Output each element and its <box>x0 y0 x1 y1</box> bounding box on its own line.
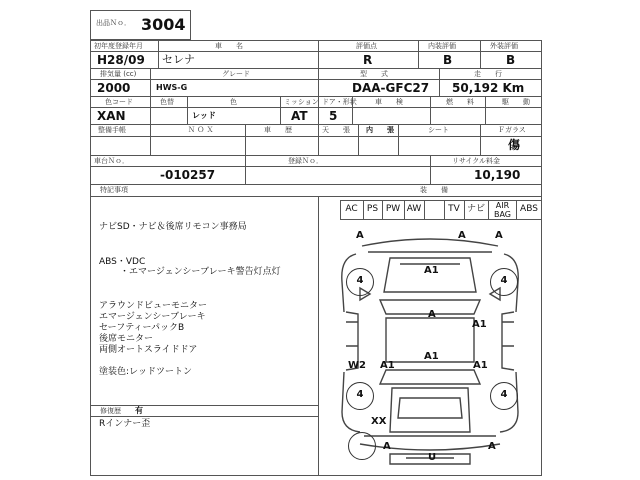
label-reg-year: 初年度登録年月 <box>94 42 143 50</box>
label-score: 評価点 <box>356 42 377 50</box>
door-type-value: 5 <box>329 109 338 123</box>
label-color-code: 色コード <box>105 98 133 106</box>
damage-left-w: W2 <box>348 360 366 371</box>
note-line-6: セーフティーパックB <box>99 323 185 333</box>
car-diagram <box>320 222 540 474</box>
label-door-type: ドア・形状 <box>322 98 357 106</box>
color-code-value: XAN <box>97 109 126 123</box>
damage-front-right: A <box>495 230 503 241</box>
label-f-glass: Ｆガラス <box>498 126 526 134</box>
note-line-2: ABS・VDC <box>99 257 146 267</box>
equip-aw: AW <box>406 204 422 214</box>
label-nox: Ｎ Ｏ Ｘ <box>188 126 214 134</box>
note-line-5: エマージェンシーブレーキ <box>99 312 206 322</box>
exterior-value: B <box>506 53 516 67</box>
recycle-value: 10,190 <box>474 168 521 182</box>
equipment-row <box>340 200 542 220</box>
model-code-value: DAA-GFC27 <box>352 81 430 95</box>
spare-tire <box>348 432 376 460</box>
damage-front-left: A <box>356 230 364 241</box>
label-recycle: リサイクル料金 <box>452 157 501 165</box>
equip-ac: AC <box>345 204 358 214</box>
damage-right-rear: A1 <box>473 360 488 371</box>
label-registration: 登録Ｎｏ． <box>288 157 323 165</box>
transmission-value: AT <box>291 109 308 123</box>
color-value: レッド <box>192 111 216 120</box>
label-chassis: 車台Ｎｏ． <box>94 157 129 165</box>
repair-value: 有 <box>135 406 143 415</box>
equip-airbag: AIR BAG <box>493 201 512 219</box>
label-notes: 特記事項 <box>100 186 128 194</box>
note-line-7: 後席モニター <box>99 334 154 344</box>
note-line-1: ナビSD・ナビ＆後席リモコン事務局 <box>99 222 247 232</box>
label-inspection: 車 検 <box>375 98 403 106</box>
label-history: 車 歴 <box>264 126 292 134</box>
label-fuel: 燃 料 <box>446 98 474 106</box>
label-color-family: 色替 <box>160 98 174 106</box>
damage-right-side: A1 <box>472 319 487 330</box>
tire-rl-depth: 4 <box>356 389 364 400</box>
label-grade: グレード <box>222 70 250 78</box>
interior-value: B <box>443 53 453 67</box>
chassis-value: -010257 <box>160 168 216 182</box>
note-line-4: アラウンドビューモニター <box>99 301 208 311</box>
note-line-9: 塗装色:レッドツートン <box>99 367 192 377</box>
equip-tv: TV <box>448 204 460 214</box>
label-mileage: 走 行 <box>474 70 502 78</box>
note-line-8: 両側オートスライドドア <box>99 345 198 355</box>
lot-box <box>90 10 191 40</box>
damage-center-a: A1 <box>424 351 439 362</box>
label-seat: シート <box>428 126 449 134</box>
label-drive: 駆 動 <box>502 98 530 106</box>
model-name-value: セレナ <box>162 53 195 66</box>
damage-rear-right: A <box>488 441 496 452</box>
repair-note: Rインナー歪 <box>99 419 151 429</box>
label-repair: 修復歴 <box>100 407 121 415</box>
label-model-name: 車 名 <box>215 42 243 50</box>
damage-front-center: A <box>458 230 466 241</box>
damage-hood: A1 <box>424 265 439 276</box>
mileage-value: 50,192 Km <box>452 81 525 95</box>
reg-year-value: H28/09 <box>97 53 145 67</box>
damage-roof: A <box>428 309 436 320</box>
tire-fl-depth: 4 <box>356 275 364 286</box>
label-model-code: 型 式 <box>360 70 388 78</box>
label-transmission: ミッション <box>284 98 319 106</box>
damage-rear-xx: XX <box>371 416 387 427</box>
label-interior: 内装評価 <box>428 42 456 50</box>
label-exterior: 外装評価 <box>490 42 518 50</box>
tire-fr-depth: 4 <box>500 275 508 286</box>
damage-bottom: U <box>428 452 437 463</box>
score-value: R <box>363 53 373 67</box>
lot-label: 出品Ｎｏ． <box>96 19 131 27</box>
label-sunroof: 天 張 <box>322 126 350 134</box>
equip-pw: PW <box>385 204 401 214</box>
lot-number: 3004 <box>141 15 186 34</box>
damage-left-a: A1 <box>380 360 395 371</box>
damage-rear-left: A <box>383 441 391 452</box>
equip-abs: ABS <box>520 204 538 214</box>
equip-navi: ナビ <box>466 204 485 214</box>
label-color: 色 <box>230 98 237 106</box>
note-line-3: ・エマージェンシーブレーキ警告灯点灯 <box>120 267 281 277</box>
equip-ps: PS <box>366 204 379 214</box>
label-displacement: 排気量 (cc) <box>100 70 137 78</box>
tire-rr-depth: 4 <box>500 389 508 400</box>
label-interior-trim: 内 張 <box>366 126 394 134</box>
grade-value: HWS-G <box>156 83 188 92</box>
f-glass-value: 傷 <box>508 138 521 152</box>
displacement-value: 2000 <box>97 81 131 95</box>
label-equipment: 装 備 <box>420 186 448 194</box>
label-maintenance: 整備手帳 <box>98 126 126 134</box>
